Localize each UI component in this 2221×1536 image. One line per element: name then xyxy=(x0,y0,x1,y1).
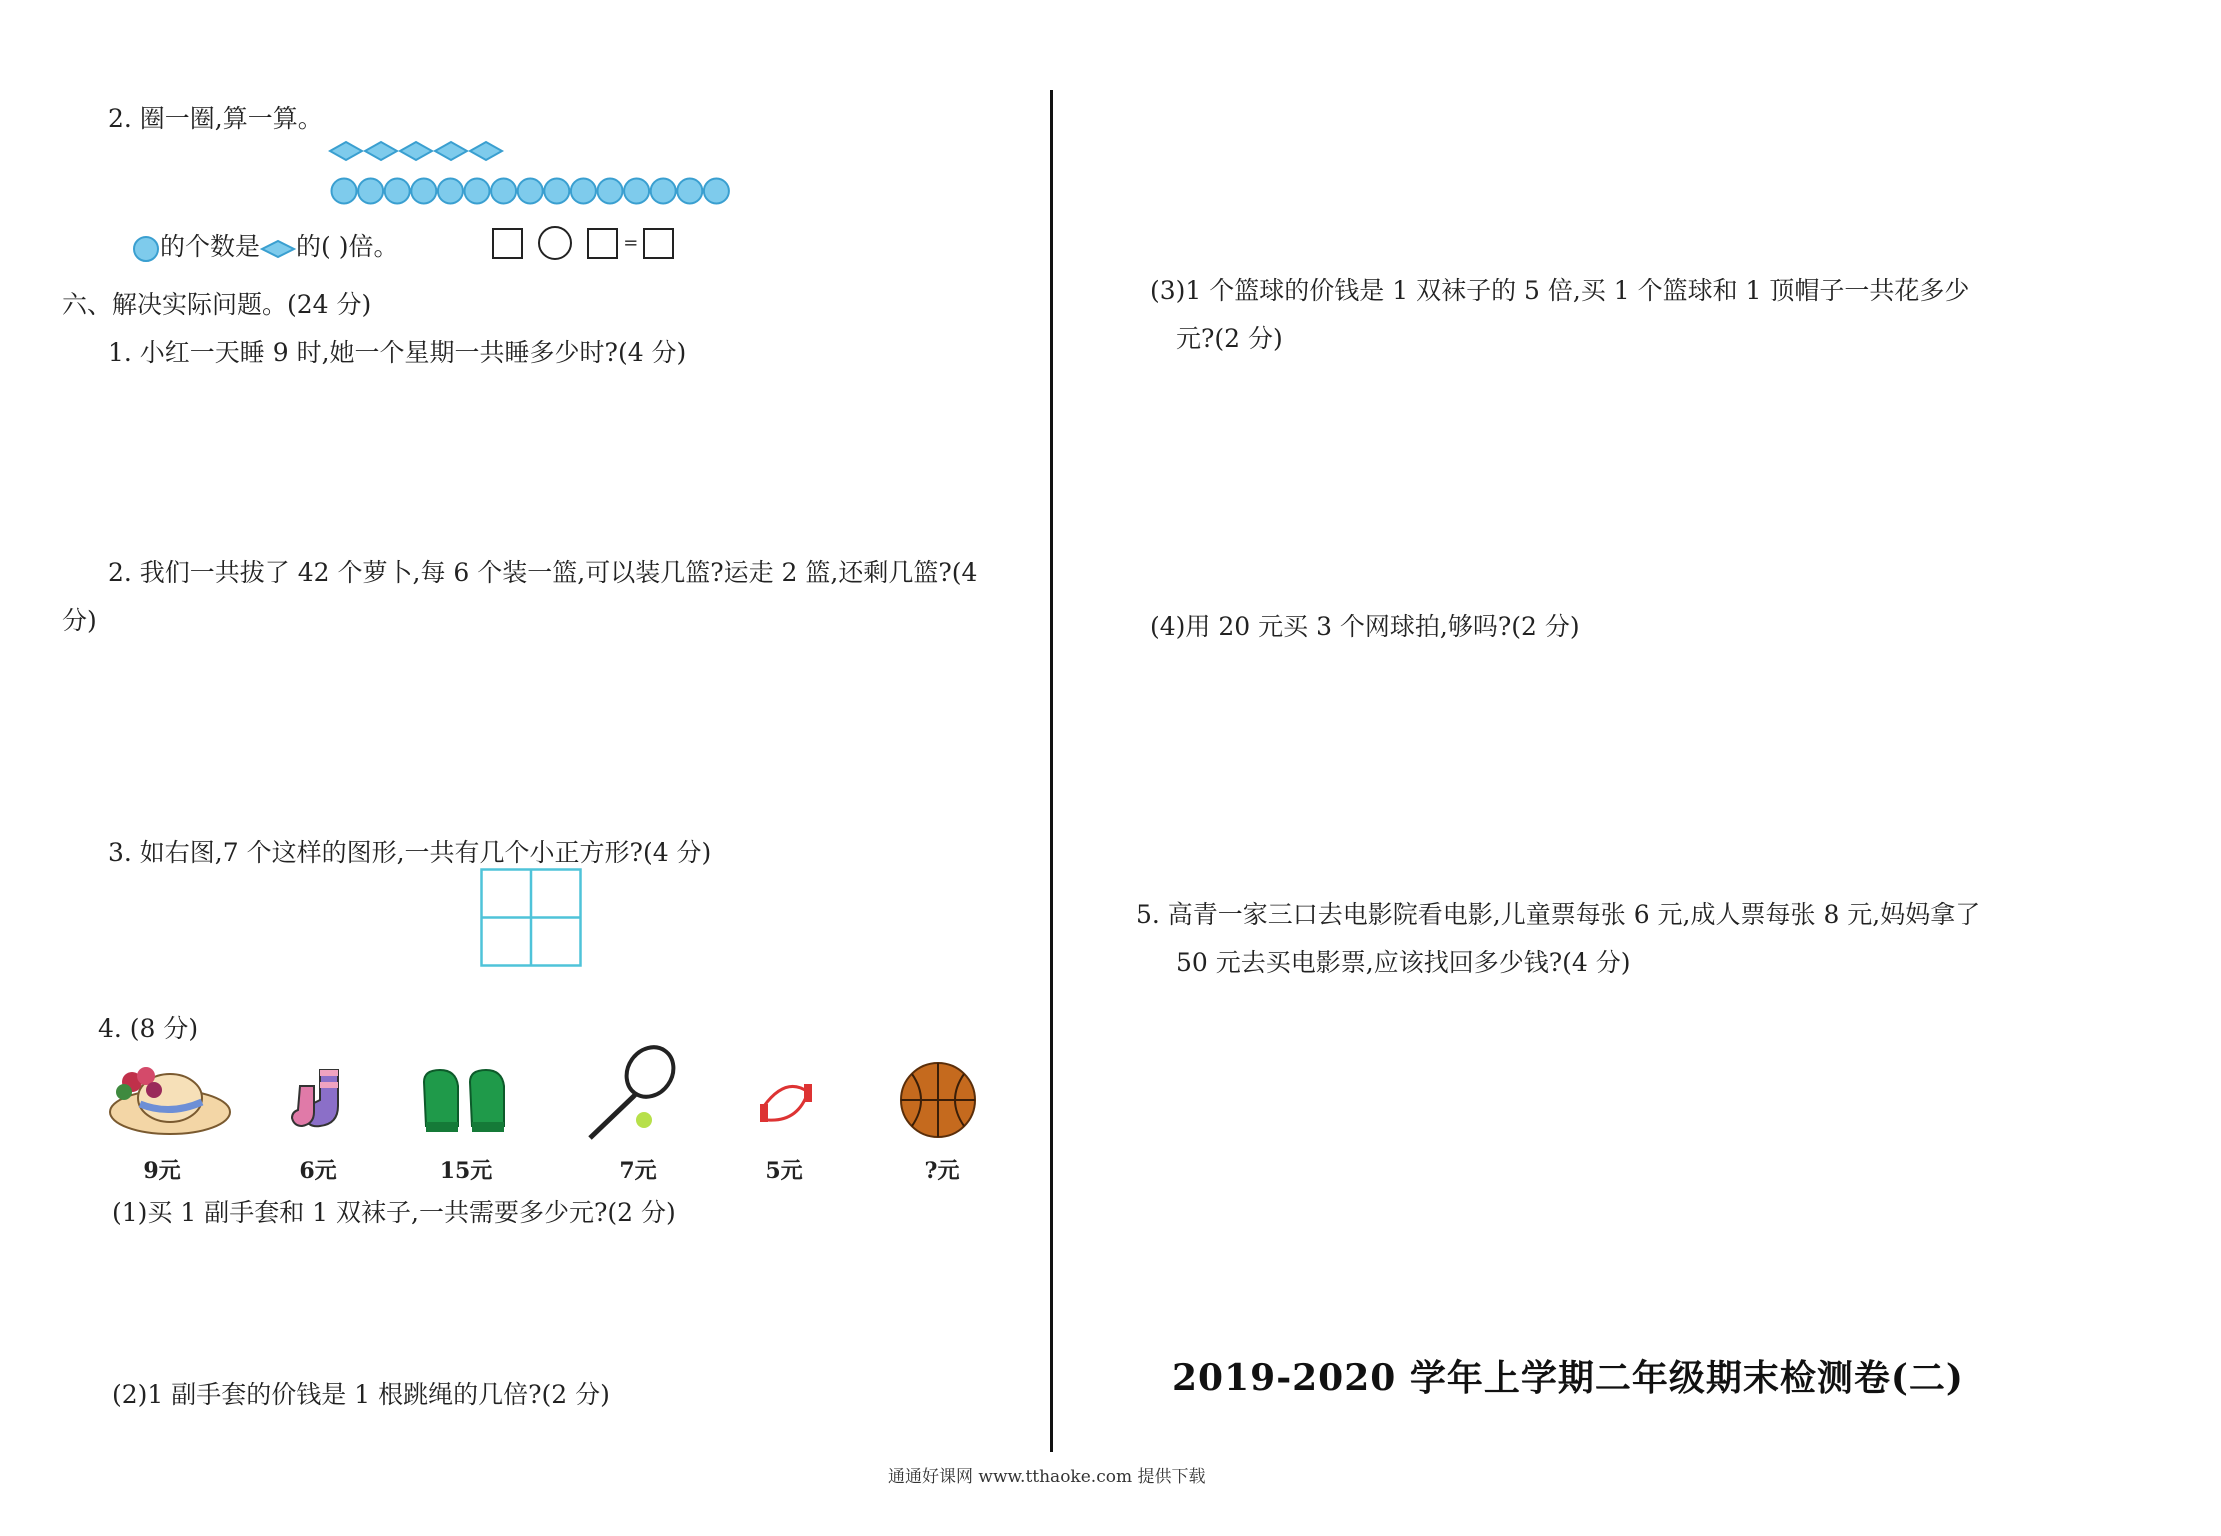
price-basketball: ?元 xyxy=(924,1158,960,1184)
blank-box[interactable] xyxy=(587,228,618,259)
gloves-icon xyxy=(418,1066,510,1138)
diamond-icon xyxy=(260,238,296,260)
q2-equation-blanks xyxy=(492,226,674,260)
hat-icon xyxy=(104,1062,232,1142)
q2-title: 2. 圈一圈,算一算。 xyxy=(108,104,323,133)
price-jump-rope: 5元 xyxy=(765,1158,803,1184)
q2-answer-mid: 的( )倍。 xyxy=(296,232,399,261)
diamond-shape xyxy=(365,142,397,160)
circle-shape xyxy=(518,179,543,204)
problem-2-line1: 2. 我们一共拔了 42 个萝卜,每 6 个装一篮,可以装几篮?运走 2 篮,还剩几篮?(4 xyxy=(108,558,978,587)
circle-icon xyxy=(132,235,160,263)
circle-shape xyxy=(677,179,702,204)
problem-2-line2: 分) xyxy=(62,606,97,635)
exam-title: 2019-2020 学年上学期二年级期末检测卷(二) xyxy=(1172,1357,1964,1399)
circle-shape xyxy=(358,179,383,204)
circle-shape xyxy=(438,179,463,204)
operator-circle[interactable] xyxy=(538,226,572,260)
diamond-shape xyxy=(330,142,362,160)
blank-box[interactable] xyxy=(643,228,674,259)
price-hat: 9元 xyxy=(143,1158,181,1184)
problem-4-part3-line1: (3)1 个篮球的价钱是 1 双袜子的 5 倍,买 1 个篮球和 1 顶帽子一共花多少 xyxy=(1150,276,1970,305)
circle-shape xyxy=(411,179,436,204)
problem-4-part2: (2)1 副手套的价钱是 1 根跳绳的几倍?(2 分) xyxy=(112,1380,610,1409)
diamond-shape xyxy=(435,142,467,160)
q2-answer-line xyxy=(132,230,398,264)
q2-answer-pre: 的个数是 xyxy=(160,232,261,261)
problem-5-line1: 5. 高青一家三口去电影院看电影,儿童票每张 6 元,成人票每张 8 元,妈妈拿了 xyxy=(1136,900,1981,929)
equals-sign: = xyxy=(623,232,639,254)
problem-4-part4: (4)用 20 元买 3 个网球拍,够吗?(2 分) xyxy=(1150,612,1580,641)
price-gloves: 15元 xyxy=(439,1158,493,1184)
socks-icon xyxy=(290,1066,354,1138)
problem-4-part1: (1)买 1 副手套和 1 双袜子,一共需要多少元?(2 分) xyxy=(112,1198,676,1227)
diamond-shape xyxy=(400,142,432,160)
section-six-heading: 六、解决实际问题。(24 分) xyxy=(62,290,372,319)
circle-shape xyxy=(571,179,596,204)
circle-shape xyxy=(624,179,649,204)
problem-3: 3. 如右图,7 个这样的图形,一共有几个小正方形?(4 分) xyxy=(108,838,712,867)
circle-shape xyxy=(704,179,729,204)
circle-row xyxy=(330,176,740,206)
diamond-shape xyxy=(470,142,502,160)
circle-shape xyxy=(598,179,623,204)
circle-shape xyxy=(465,179,490,204)
circle-shape xyxy=(651,179,676,204)
square-grid-figure xyxy=(480,868,582,968)
problem-4-part3-line2: 元?(2 分) xyxy=(1176,324,1283,353)
column-divider xyxy=(1050,90,1053,1452)
price-tennis-racket: 7元 xyxy=(619,1158,657,1184)
tennis-racket-icon xyxy=(582,1044,682,1144)
circle-shape xyxy=(544,179,569,204)
circle-shape xyxy=(385,179,410,204)
blank-box[interactable] xyxy=(492,228,523,259)
problem-4: 4. (8 分) xyxy=(98,1014,199,1043)
basketball-icon xyxy=(898,1060,978,1140)
problem-1: 1. 小红一天睡 9 时,她一个星期一共睡多少时?(4 分) xyxy=(108,338,687,367)
problem-5-line2: 50 元去买电影票,应该找回多少钱?(4 分) xyxy=(1176,948,1631,977)
diamond-row xyxy=(328,138,508,164)
circle-shape xyxy=(332,179,357,204)
price-socks: 6元 xyxy=(299,1158,337,1184)
circle-shape xyxy=(491,179,516,204)
footer-credit: 通通好课网 www.tthaoke.com 提供下载 xyxy=(888,1467,1206,1487)
jump-rope-icon xyxy=(756,1076,816,1126)
